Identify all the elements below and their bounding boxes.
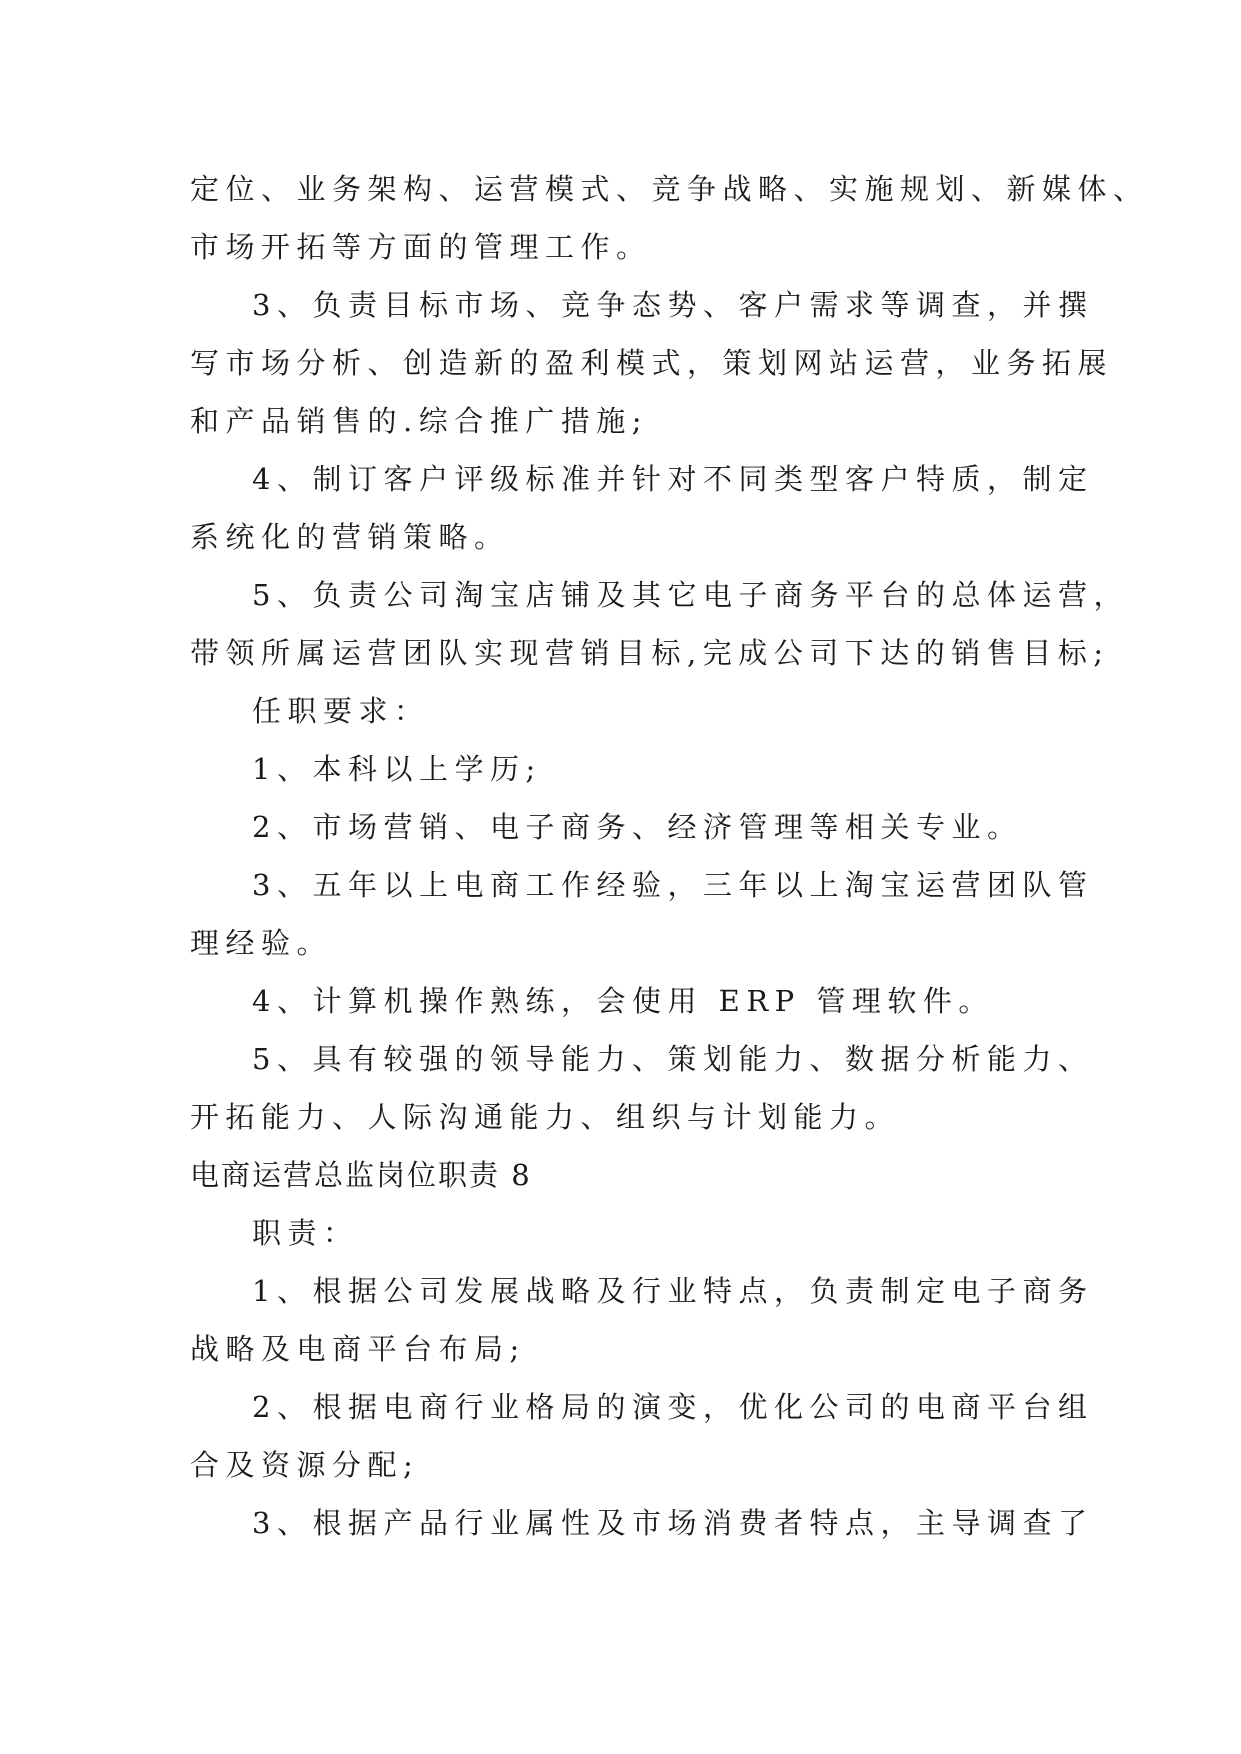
paragraph-line: 1、本科以上学历;	[252, 752, 542, 786]
paragraph-line: 3、五年以上电商工作经验，三年以上淘宝运营团队管	[252, 868, 1094, 902]
paragraph-line: 3、负责目标市场、竞争态势、客户需求等调查，并撰	[252, 288, 1094, 322]
paragraph-line: 2、市场营销、电子商务、经济管理等相关专业。	[252, 810, 1023, 844]
section-heading: 电商运营总监岗位职责 8	[190, 1158, 532, 1192]
paragraph-line: 4、计算机操作熟练，会使用 ERP 管理软件。	[252, 984, 994, 1018]
section-label-duties: 职责：	[252, 1216, 359, 1250]
paragraph-line: 系统化的营销策略。	[190, 520, 510, 554]
paragraph-line: 5、具有较强的领导能力、策划能力、数据分析能力、	[252, 1042, 1094, 1076]
paragraph-line: 理经验。	[190, 926, 333, 960]
paragraph-line: 写市场分析、创造新的盈利模式，策划网站运营，业务拓展	[190, 346, 1114, 380]
paragraph-line: 4、制订客户评级标准并针对不同类型客户特质，制定	[252, 462, 1094, 496]
paragraph-line: 1、根据公司发展战略及行业特点，负责制定电子商务	[252, 1274, 1094, 1308]
section-label-requirements: 任职要求：	[252, 694, 430, 728]
paragraph-line: 5、负责公司淘宝店铺及其它电子商务平台的总体运营，	[252, 578, 1129, 612]
paragraph-line: 3、根据产品行业属性及市场消费者特点，主导调查了	[252, 1506, 1094, 1540]
document-body	[190, 160, 1149, 1552]
paragraph-line: 带领所属运营团队实现营销目标,完成公司下达的销售目标;	[190, 636, 1110, 670]
paragraph-line: 定位、业务架构、运营模式、竞争战略、实施规划、新媒体、	[190, 172, 1149, 206]
paragraph-line: 战略及电商平台布局;	[190, 1332, 526, 1366]
paragraph-line: 2、根据电商行业格局的演变，优化公司的电商平台组	[252, 1390, 1094, 1424]
paragraph-line: 合及资源分配;	[190, 1448, 420, 1482]
paragraph-line: 市场开拓等方面的管理工作。	[190, 230, 652, 264]
paragraph-line: 和产品销售的.综合推广措施;	[190, 404, 648, 438]
paragraph-line: 开拓能力、人际沟通能力、组织与计划能力。	[190, 1100, 901, 1134]
